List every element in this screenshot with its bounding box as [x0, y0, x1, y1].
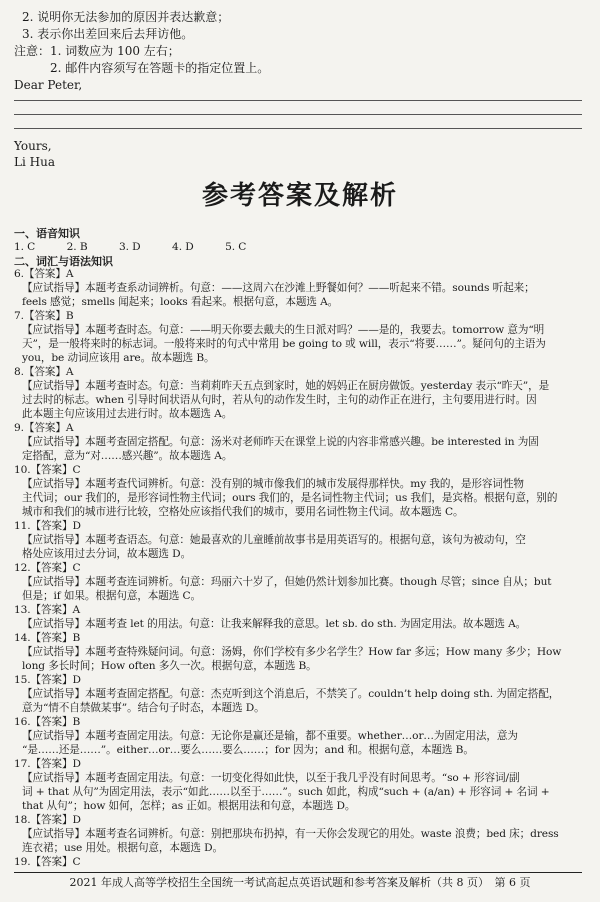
answer-key-line: 8.【答案】A	[14, 366, 74, 378]
explanation-line: 【应试指导】本题考查特殊疑问词。句意：汤姆，你们学校有多少名学生？How far 多远；How many 多少；How	[22, 646, 562, 658]
answer-key-line: 7.【答案】B	[14, 310, 74, 322]
requirement-2: 2. 说明你无法参加的原因并表达歉意；	[22, 10, 230, 24]
section-vocab-grammar: 二、词汇与语法知识	[14, 255, 113, 268]
phonetics-answers: 1. C 2. B 3. D 4. D 5. C	[14, 241, 247, 253]
writing-line	[14, 100, 582, 101]
note-1: 注意：1. 词数应为 100 左右；	[14, 44, 180, 58]
explanation-line: 但是；if 如果。根据句意，本题选 C。	[22, 590, 202, 602]
answer-key-line: 15.【答案】D	[14, 674, 81, 686]
answer-key-line: 6.【答案】A	[14, 268, 74, 280]
letter-greeting: Dear Peter,	[14, 78, 83, 92]
explanation-line: 【应试指导】本题考查连词辨析。句意：玛丽六十岁了，但她仍然计划参加比赛。though 尽管；since 自从；but	[22, 576, 552, 588]
explanation-line: 【应试指导】本题考查时态。句意：当莉莉昨天五点到家时，她的妈妈正在厨房做饭。yesterday 表示“昨天”，是	[22, 380, 550, 392]
explanation-line: 【应试指导】本题考查系动词辨析。句意：——这周六在沙滩上野餐如何？——听起来不错。sounds 听起来；	[22, 282, 535, 294]
answer-key-line: 9.【答案】A	[14, 422, 74, 434]
explanation-line: 主代词；our 我们的，是形容词性物主代词；ours 我们的，是名词性物主代词；us 我们，是宾格。根据句意，别的	[22, 492, 558, 504]
answers-title: 参考答案及解析	[201, 181, 398, 211]
explanation-line: 【应试指导】本题考查固定搭配。句意：汤米对老师昨天在课堂上说的内容非常感兴趣。be interested in 为固	[22, 436, 539, 448]
requirement-3: 3. 表示你出差回来后去拜访他。	[22, 27, 194, 41]
explanation-line: 连衣裙；use 用处。根据句意，本题选 D。	[22, 842, 224, 854]
explanation-line: 格处应该用过去分词，故本题选 D。	[22, 548, 192, 560]
footer-divider	[14, 872, 582, 873]
explanation-line: “是……还是……”。either…or…要么……要么……；for 因为；and 和。根据句意，本题选 B。	[22, 744, 474, 756]
explanation-line: 词 + that 从句”为固定用法，表示“如此……以至于……”。such 如此，构成“such + (a/an) + 形容词 + 名词 +	[22, 786, 550, 798]
answer-key-line: 16.【答案】B	[14, 716, 81, 728]
explanation-line: 【应试指导】本题考查代词辨析。句意：没有别的城市像我们的城市发展得那样快。my 我的，是形容词性物	[22, 478, 524, 490]
answer-key-line: 12.【答案】C	[14, 562, 81, 574]
explanation-line: 【应试指导】本题考查 let 的用法。句意：让我来解释我的意思。let sb. do sth. 为固定用法。故本题选 A。	[22, 618, 527, 630]
explanation-line: 城市和我们的城市进行比较，空格处应该指代我们的城市，要用名词性物主代词。故本题选 C。	[22, 506, 464, 518]
page-footer: 2021 年成人高等学校招生全国统一考试高起点英语试题和参考答案及解析（共 8 页） 第 6 页	[69, 876, 531, 889]
explanation-line: 【应试指导】本题考查固定用法。句意：一切变化得如此快，以至于我几乎没有时间思考。“so + 形容词/副	[22, 772, 520, 784]
section-phonetics: 一、语音知识	[14, 227, 80, 240]
explanation-line: 【应试指导】本题考查固定搭配。句意：杰克听到这个消息后，不禁笑了。couldn’t help doing sth. 为固定搭配，	[22, 688, 560, 700]
note-2: 2. 邮件内容须写在答题卡的指定位置上。	[50, 61, 270, 75]
letter-closing: Yours,	[14, 139, 52, 153]
letter-signature: Li Hua	[14, 155, 55, 169]
explanation-line: 过去时的标志。when 引导时间状语从句时，若从句的动作发生时，主句的动作正在进行，主句要用进行时。因	[22, 394, 537, 406]
explanation-line: 【应试指导】本题考查固定用法。句意：无论你是赢还是输，都不重要。whether…or…为固定用法，意为	[22, 730, 518, 742]
writing-line	[14, 128, 582, 129]
explanation-line: that 从句”；how 如何，怎样；as 正如。根据用法和句意，本题选 D。	[22, 800, 356, 812]
explanation-line: long 多长时间；How often 多久一次。根据句意，本题选 B。	[22, 660, 317, 672]
explanation-line: 意为“情不自禁做某事”。结合句子时态，本题选 D。	[22, 702, 265, 714]
explanation-line: 此本题主句应该用过去进行时。故本题选 A。	[22, 408, 233, 420]
answer-key-line: 13.【答案】A	[14, 604, 81, 616]
writing-line	[14, 114, 582, 115]
answer-key-line: 17.【答案】D	[14, 758, 81, 770]
explanation-line: 天”，是一般将来时的标志词。一般将来时的句式中常用 be going to 或 will，表示“将要……”。疑问句的主语为	[22, 338, 546, 350]
explanation-line: you，be 动词应该用 are。故本题选 B。	[22, 352, 215, 364]
answer-key-line: 18.【答案】D	[14, 814, 81, 826]
answer-key-line: 19.【答案】C	[14, 856, 81, 868]
answer-key-line: 10.【答案】C	[14, 464, 81, 476]
explanation-line: 定搭配，意为“对……感兴趣”。故本题选 A。	[22, 450, 233, 462]
explanation-line: 【应试指导】本题考查名词辨析。句意：别把那块布扔掉，有一天你会发现它的用处。waste 浪费；bed 床；dress	[22, 828, 559, 840]
explanation-line: feels 感觉；smells 闻起来；looks 看起来。根据句意，本题选 A。	[22, 296, 339, 308]
answer-key-line: 14.【答案】B	[14, 632, 81, 644]
explanation-line: 【应试指导】本题考查语态。句意：她最喜欢的儿童睡前故事书是用英语写的。根据句意，该句为被动句，空	[22, 534, 526, 546]
explanation-line: 【应试指导】本题考查时态。句意：——明天你要去戴夫的生日派对吗？——是的，我要去。tomorrow 意为“明	[22, 324, 545, 336]
answer-key-line: 11.【答案】D	[14, 520, 81, 532]
